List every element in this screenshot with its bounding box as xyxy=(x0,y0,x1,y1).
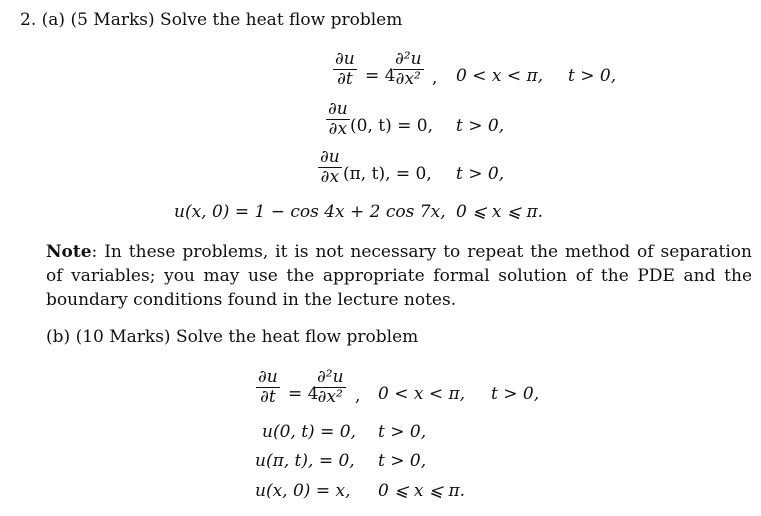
b-eq4-domain: 0 ⩽ x ⩽ π. xyxy=(378,481,466,501)
fraction-denominator: ∂x xyxy=(320,167,340,187)
b-eq1-time: t > 0, xyxy=(491,384,540,404)
problem-number: 2. xyxy=(20,10,37,30)
a-eq1-comma: , xyxy=(432,68,438,88)
part-a-marks: (5 Marks) xyxy=(70,10,155,30)
b-eq2: u(0, t) = 0, xyxy=(262,422,356,442)
a-eq3-fraction xyxy=(318,148,342,187)
fraction-numerator: ∂²u xyxy=(317,367,344,387)
part-b-label: (b) xyxy=(46,327,71,347)
b-eq1-lhs-fraction xyxy=(256,368,280,407)
part-b-marks: (10 Marks) xyxy=(75,327,171,347)
part-b-heading-text: Solve the heat flow problem xyxy=(175,327,419,347)
b-eq1-domain: 0 < x < π, xyxy=(378,384,466,404)
a-eq1-coef: = 4 xyxy=(365,66,396,86)
note-label: Note xyxy=(46,242,92,262)
fraction-numerator: ∂u xyxy=(328,99,348,119)
b-eq3-time: t > 0, xyxy=(378,451,427,471)
fraction-numerator: ∂u xyxy=(320,147,340,167)
b-eq3: u(π, t), = 0, xyxy=(255,451,355,471)
part-a-heading-text: Solve the heat flow problem xyxy=(160,10,403,30)
fraction-numerator: ∂u xyxy=(258,367,278,387)
b-eq1-comma: , xyxy=(355,386,361,406)
a-eq3-args: (π, t), = 0, xyxy=(343,164,432,184)
b-eq4: u(x, 0) = x, xyxy=(255,481,351,501)
part-b-heading xyxy=(46,327,418,347)
note-paragraph xyxy=(46,240,752,312)
fraction-denominator: ∂x² xyxy=(317,387,343,407)
part-a-label: (a) xyxy=(41,10,66,30)
b-eq2-time: t > 0, xyxy=(378,422,427,442)
fraction-denominator: ∂x² xyxy=(395,69,421,89)
note-text: : In these problems, it is not necessary to repeat the method of separation of variables; you may use the appropriate formal solution of the PDE and the boundary conditions found in the lecture notes. xyxy=(46,242,752,310)
b-eq1-coef: = 4 xyxy=(288,384,319,404)
a-eq1-time: t > 0, xyxy=(568,66,617,86)
fraction-numerator: ∂u xyxy=(335,49,355,69)
a-eq1-lhs-fraction xyxy=(333,50,357,89)
fraction-numerator: ∂²u xyxy=(395,49,422,69)
a-eq1-rhs-fraction xyxy=(393,50,424,89)
a-eq2-time: t > 0, xyxy=(456,116,505,136)
fraction-denominator: ∂x xyxy=(328,119,348,139)
a-eq3-time: t > 0, xyxy=(456,164,505,184)
b-eq1-rhs-fraction xyxy=(315,368,346,407)
a-eq2-args: (0, t) = 0, xyxy=(350,116,433,136)
fraction-denominator: ∂t xyxy=(337,69,353,89)
a-eq1-domain: 0 < x < π, xyxy=(456,66,544,86)
a-eq2-fraction xyxy=(326,100,350,139)
fraction-denominator: ∂t xyxy=(260,387,276,407)
part-a-heading xyxy=(20,10,402,30)
a-eq4-lhs: u(x, 0) = 1 − cos 4x + 2 cos 7x, xyxy=(174,202,446,222)
a-eq4-domain: 0 ⩽ x ⩽ π. xyxy=(456,202,544,222)
